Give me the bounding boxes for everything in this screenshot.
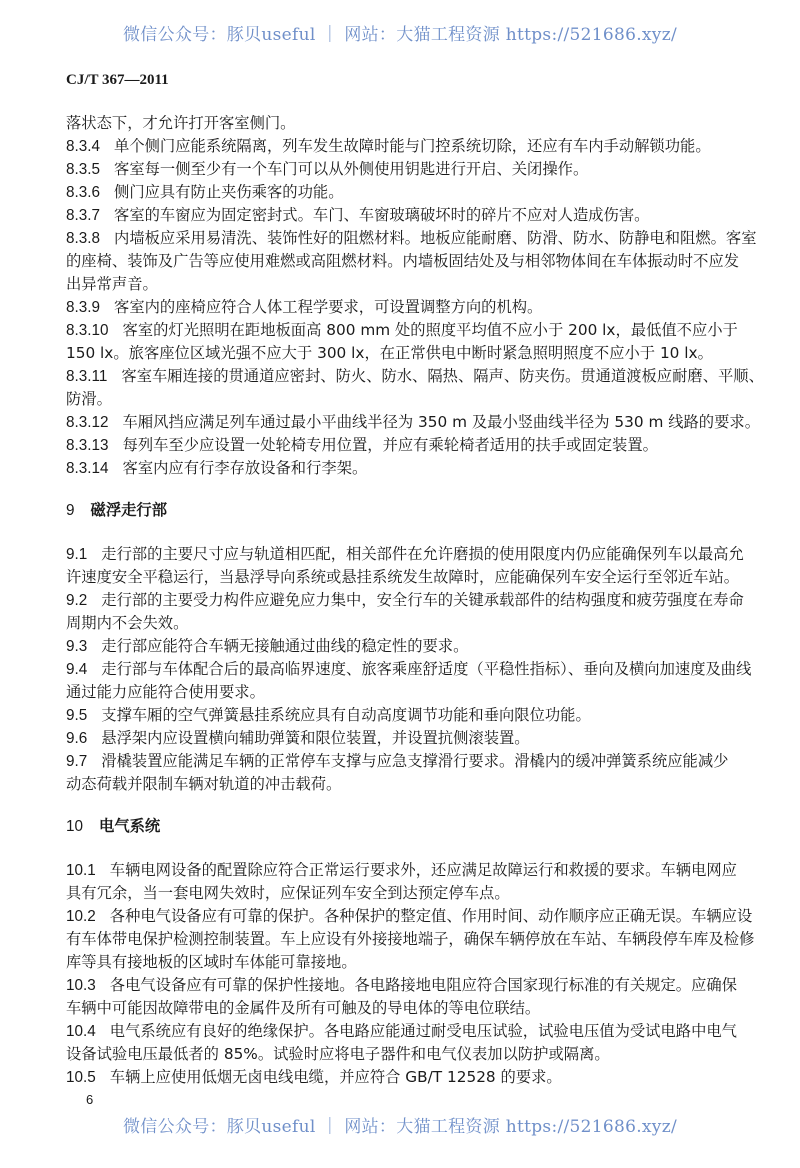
clause-text: 客室的灯光照明在距地板面高 800 mm 处的照度平均值不应小于 200 lx，最低值不应小于 [122, 321, 738, 339]
clause-text: 许速度安全平稳运行，当悬浮导向系统或悬挂系统发生故障时，应能确保列车安全运行至邻近车站。 [66, 568, 740, 586]
clause-text: 各种电气设备应有可靠的保护。各种保护的整定值、作用时间、动作顺序应正确无误。车辆应设 [109, 907, 753, 925]
clause-number: 9 [66, 502, 75, 519]
clause-number: 10.3 [66, 977, 96, 994]
clause-paragraph [66, 543, 744, 589]
clause-text: 悬浮架内应设置横向辅助弹簧和限位装置，并设置抗侧滚装置。 [101, 729, 530, 747]
clause-paragraph [66, 135, 728, 158]
clause-number: 10.2 [66, 908, 96, 925]
clause-text: 有车体带电保护检测控制装置。车上应设有外接接地端子，确保车辆停放在车站、车辆段停车库及检修 [66, 930, 755, 948]
clause-text: 滑橇装置应能满足车辆的正常停车支撑与应急支撑滑行要求。滑橇内的缓冲弹簧系统应能减少 [101, 752, 729, 770]
clause-text: 具有冗余，当一套电网失效时，应保证列车安全到达预定停车点。 [66, 884, 510, 902]
clause-number: 8.3.13 [66, 437, 109, 454]
clause-text: 通过能力应能符合使用要求。 [66, 683, 265, 701]
section-heading [66, 815, 728, 838]
clause-text: 走行部的主要受力构件应避免应力集中，安全行车的关键承载部件的结构强度和疲劳强度在寿命 [101, 591, 744, 609]
clause-text: 的座椅、装饰及广告等应使用难燃或高阻燃材料。内墙板固结处及与相邻物体间在车体振动时不应发 [66, 252, 740, 270]
clause-text: 动态荷载并限制车辆对轨道的冲击载荷。 [66, 775, 342, 793]
clause-paragraph [66, 859, 737, 905]
text-line [66, 905, 753, 928]
watermark-bottom: 微信公众号：豚贝useful ｜ 网站：大猫工程资源 https://521686.xyz/ [123, 1117, 677, 1137]
section-heading [66, 499, 728, 522]
text-line [66, 951, 728, 974]
text-line [66, 250, 740, 273]
clause-paragraph [66, 227, 757, 296]
clause-text: 磁浮走行部 [90, 501, 168, 519]
text-line [66, 204, 728, 227]
clause-text: 支撑车厢的空气弹簧悬挂系统应具有自动高度调节功能和垂向限位功能。 [101, 706, 591, 724]
text-line [66, 296, 728, 319]
clause-text: 车辆中可能因故障带电的金属件及所有可触及的导电体的等电位联结。 [66, 999, 541, 1017]
clause-text: 客室车厢连接的贯通道应密封、防火、防水、隔热、隔声、防夹伤。贯通道渡板应耐磨、平顺、 [121, 367, 764, 385]
clause-paragraph [66, 181, 728, 204]
watermark-top: 微信公众号：豚贝useful ｜ 网站：大猫工程资源 https://521686.xyz/ [123, 25, 677, 45]
text-line [66, 859, 737, 882]
clause-paragraph [66, 727, 728, 750]
clause-paragraph [66, 296, 728, 319]
clause-text: 150 lx。旅客座位区域光强不应大于 300 lx，在正常供电中断时紧急照明照度不应小于 10 lx。 [66, 344, 713, 362]
text-line [66, 543, 744, 566]
text-line [66, 817, 160, 835]
clause-text: 车辆上应使用低烟无卤电线电缆，并应符合 GB/T 12528 的要求。 [109, 1068, 562, 1086]
text-line [66, 388, 728, 411]
clause-paragraph [66, 365, 764, 411]
text-line [66, 319, 738, 342]
document-id: CJ/T 367—2011 [66, 72, 169, 88]
clause-number: 8.3.11 [66, 368, 108, 385]
text-line [66, 882, 728, 905]
clause-text: 客室每一侧至少有一个车门可以从外侧使用钥匙进行开启、关闭操作。 [114, 160, 589, 178]
clause-number: 8.3.6 [66, 184, 101, 201]
text-line [66, 704, 728, 727]
clause-number: 9.6 [66, 730, 88, 747]
clause-text: 电气系统应有良好的绝缘保护。各电路应能通过耐受电压试验，试验电压值为受试电路中电气 [109, 1022, 737, 1040]
clause-text: 电气系统 [99, 817, 161, 835]
text-line [66, 928, 755, 951]
clause-number: 9.5 [66, 707, 88, 724]
clause-paragraph [66, 457, 728, 480]
clause-paragraph [66, 434, 728, 457]
clause-paragraph [66, 204, 728, 227]
clause-paragraph [66, 589, 744, 635]
clause-text: 侧门应具有防止夹伤乘客的功能。 [114, 183, 344, 201]
clause-paragraph [66, 158, 728, 181]
clause-text: 库等具有接地板的区域时车体能可靠接地。 [66, 953, 357, 971]
clause-number: 10.4 [66, 1023, 96, 1040]
clause-number: 8.3.14 [66, 460, 109, 477]
clause-text: 出异常声音。 [66, 275, 158, 293]
text-line [66, 501, 167, 519]
clause-number: 10.5 [66, 1069, 96, 1086]
clause-number: 9.7 [66, 753, 88, 770]
text-line [66, 681, 728, 704]
clause-paragraph [66, 411, 760, 434]
text-line [66, 612, 728, 635]
clause-text: 防滑。 [66, 390, 112, 408]
clause-text: 客室内应有行李存放设备和行李架。 [122, 459, 368, 477]
clause-text: 单个侧门应能系统隔离，列车发生故障时能与门控系统切除，还应有车内手动解锁功能。 [114, 137, 711, 155]
text-line [66, 750, 728, 773]
clause-text: 落状态下，才允许打开客室侧门。 [66, 114, 296, 132]
clause-number: 8.3.8 [66, 230, 101, 247]
clause-text: 车厢风挡应满足列车通过最小平曲线半径为 350 m 及最小竖曲线半径为 530 m 线路的要求。 [122, 413, 760, 431]
text-line [66, 635, 728, 658]
text-line [66, 974, 737, 997]
page-number: 6 [86, 1092, 94, 1107]
clause-text: 客室的车窗应为固定密封式。车门、车窗玻璃破坏时的碎片不应对人造成伤害。 [114, 206, 650, 224]
clause-text: 车辆电网设备的配置除应符合正常运行要求外，还应满足故障运行和救援的要求。车辆电网应 [109, 861, 737, 879]
clause-text: 内墙板应采用易清洗、装饰性好的阻燃材料。地板应能耐磨、防滑、防水、防静电和阻燃。客室 [114, 229, 757, 247]
clause-paragraph [66, 974, 737, 1020]
clause-number: 9.3 [66, 638, 88, 655]
text-line [66, 227, 757, 250]
clause-paragraph [66, 1066, 728, 1089]
text-line [66, 1066, 728, 1089]
document-body [66, 112, 764, 1089]
clause-number: 8.3.12 [66, 414, 109, 431]
text-line [66, 181, 728, 204]
text-line [66, 365, 764, 388]
clause-number: 9.2 [66, 592, 88, 609]
clause-text: 走行部应能符合车辆无接触通过曲线的稳定性的要求。 [101, 637, 469, 655]
clause-paragraph [66, 905, 755, 974]
clause-paragraph [66, 750, 728, 796]
clause-text: 走行部的主要尺寸应与轨道相匹配，相关部件在允许磨损的使用限度内仍应能确保列车以最高允 [101, 545, 744, 563]
text-line [66, 434, 728, 457]
text-line [66, 658, 752, 681]
clause-text: 周期内不会失效。 [66, 614, 189, 632]
clause-text: 各电气设备应有可靠的保护性接地。各电路接地电阻应符合国家现行标准的有关规定。应确保 [109, 976, 737, 994]
text-line [66, 273, 728, 296]
clause-paragraph [66, 635, 728, 658]
clause-number: 10 [66, 818, 84, 835]
text-line [66, 566, 740, 589]
clause-number: 8.3.7 [66, 207, 101, 224]
text-line [66, 457, 728, 480]
clause-paragraph [66, 658, 752, 704]
text-line [66, 589, 744, 612]
clause-text: 设备试验电压最低者的 85%。试验时应将电子器件和电气仪表加以防护或隔离。 [66, 1045, 610, 1063]
text-line [66, 135, 728, 158]
clause-number: 9.4 [66, 661, 88, 678]
clause-text: 走行部与车体配合后的最高临界速度、旅客乘座舒适度（平稳性指标）、垂向及横向加速度及曲线 [101, 660, 752, 678]
clause-number: 9.1 [66, 546, 88, 563]
clause-number: 10.1 [66, 862, 96, 879]
clause-number: 8.3.4 [66, 138, 101, 155]
clause-number: 8.3.5 [66, 161, 101, 178]
text-line [66, 158, 728, 181]
text-line [66, 411, 760, 434]
text-line [66, 997, 728, 1020]
text-line [66, 773, 728, 796]
clause-text: 每列车至少应设置一处轮椅专用位置，并应有乘轮椅者适用的扶手或固定装置。 [122, 436, 658, 454]
clause-paragraph [66, 1020, 737, 1066]
text-line [66, 342, 728, 365]
text-line [66, 727, 728, 750]
clause-paragraph [66, 112, 728, 135]
text-line [66, 112, 728, 135]
clause-number: 8.3.10 [66, 322, 109, 339]
clause-paragraph [66, 704, 728, 727]
text-line [66, 1043, 728, 1066]
clause-number: 8.3.9 [66, 299, 101, 316]
clause-paragraph [66, 319, 738, 365]
text-line [66, 1020, 737, 1043]
clause-text: 客室内的座椅应符合人体工程学要求，可设置调整方向的机构。 [114, 298, 543, 316]
